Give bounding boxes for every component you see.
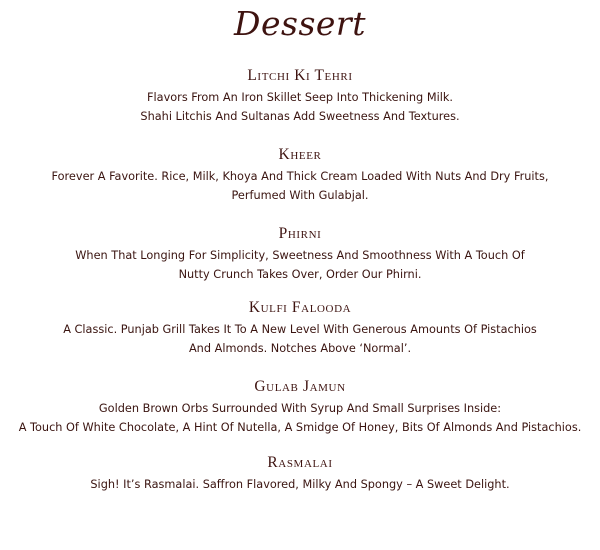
description-line: Golden Brown Orbs Surrounded With Syrup And Small Surprises Inside:	[98, 402, 502, 415]
menu-item-description	[0, 400, 600, 437]
description-line: And Almonds. Notches Above ‘Normal’.	[188, 341, 412, 355]
menu-item-phirni	[0, 224, 600, 284]
description-line: Nutty Crunch Takes Over, Order Our Phirni.	[178, 267, 422, 281]
description-line: Shahi Litchis And Sultanas Add Sweetness And Textures.	[140, 109, 460, 123]
menu-item-name: Kheer	[278, 146, 322, 163]
menu-item-kheer	[0, 145, 600, 205]
menu-item-name: Gulab Jamun	[254, 378, 346, 395]
page-title: Dessert	[234, 4, 366, 43]
description-line: Sigh! It’s Rasmalai. Saffron Flavored, Milky And Spongy – A Sweet Delight.	[90, 478, 510, 491]
menu-item-name: Litchi Ki Tehri	[247, 67, 353, 84]
description-line: Forever A Favorite. Rice, Milk, Khoya And Thick Cream Loaded With Nuts And Dry Fruits,	[51, 170, 549, 183]
menu-item-gulab-jamun	[0, 377, 600, 437]
menu-item-kulfi-falooda	[0, 298, 600, 358]
description-line: Perfumed With Gulabjal.	[231, 188, 369, 202]
menu-item-litchi-ki-tehri	[0, 66, 600, 126]
description-line: Flavors From An Iron Skillet Seep Into Thickening Milk.	[147, 91, 453, 104]
menu-item-rasmalai	[0, 453, 600, 495]
menu-item-description	[0, 321, 600, 358]
description-line: When That Longing For Simplicity, Sweetness And Smoothness With A Touch Of	[75, 249, 525, 262]
menu-item-name: Kulfi Falooda	[248, 299, 352, 316]
menu-item-name: Phirni	[278, 225, 322, 242]
menu-item-description	[0, 476, 600, 495]
menu-item-description	[0, 247, 600, 284]
menu-item-description	[0, 89, 600, 126]
menu-item-description	[0, 168, 600, 205]
description-line: A Classic. Punjab Grill Takes It To A New Level With Generous Amounts Of Pistachios	[63, 323, 537, 336]
description-line: A Touch Of White Chocolate, A Hint Of Nutella, A Smidge Of Honey, Bits Of Almonds And Pistachios.	[18, 420, 582, 434]
menu-item-name: Rasmalai	[267, 454, 333, 471]
